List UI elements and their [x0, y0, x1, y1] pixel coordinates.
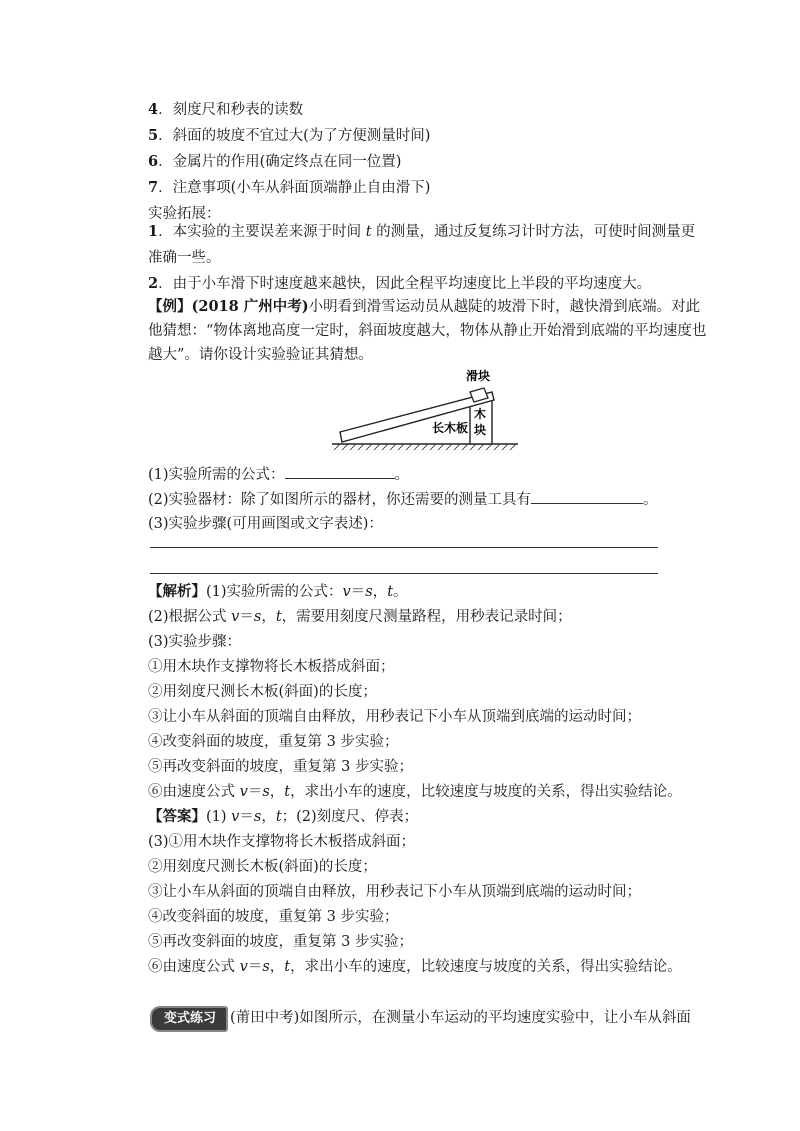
- answer-label: 【答案】: [148, 808, 206, 825]
- item-number: 6: [148, 153, 159, 170]
- item-number: 7: [148, 179, 159, 196]
- analysis-step-6: ⑥由速度公式 v＝s，t，求出小车的速度，比较速度与坡度的关系，得出实验结论。: [148, 784, 682, 800]
- list-item-5: [148, 126, 430, 146]
- answer-step-4: ④改变斜面的坡度，重复第 3 步实验；: [148, 909, 399, 925]
- extension-title: 实验拓展：: [148, 206, 221, 222]
- example-label: 【例】: [148, 298, 192, 315]
- list-item-4: [148, 100, 303, 120]
- block-label-1: 木: [474, 407, 487, 421]
- analysis-step-1: ①用木块作支撑物将长木板搭成斜面；: [148, 659, 395, 675]
- item-text: ．金属片的作用(确定终点在同一位置): [158, 154, 402, 170]
- answer-step-6: ⑥由速度公式 v＝s，t，求出小车的速度，比较速度与坡度的关系，得出实验结论。: [148, 959, 682, 975]
- item-text: ．刻度尺和秒表的读数: [158, 102, 304, 118]
- variant-practice: [150, 1006, 691, 1032]
- question-2: (2)实验器材：除了如图所示的器材，你还需要的测量工具有 。: [148, 489, 658, 510]
- example-line-1: 【例】(2018 广州中考)小明看到滑雪运动员从越陡的坡滑下时，越快滑到底端。对此: [148, 298, 701, 315]
- extension-item-2: 2．由于小车滑下时速度越来越快，因此全程平均速度比上半段的平均速度大。: [148, 275, 652, 292]
- answer-step-2: ②用刻度尺测长木板(斜面)的长度；: [148, 859, 377, 875]
- analysis-label: 【解析】: [148, 583, 206, 600]
- item-number: 4: [148, 101, 159, 118]
- item-number: 5: [148, 127, 159, 144]
- item-text: ．注意事项(小车从斜面顶端静止自由滑下): [158, 180, 431, 196]
- question-1: (1)实验所需的公式： 。: [148, 464, 409, 485]
- answer-line-1[interactable]: [150, 547, 658, 548]
- analysis-line-1: 【解析】(1)实验所需的公式：v＝s，t。: [148, 583, 408, 600]
- analysis-step-3: ③让小车从斜面的顶端自由释放，用秒表记下小车从顶端到底端的运动时间；: [148, 709, 641, 725]
- variant-text: (莆田中考)如图所示，在测量小车运动的平均速度实验中，让小车从斜面: [230, 1010, 691, 1026]
- analysis-line-3: (3)实验步骤：: [148, 634, 242, 650]
- analysis-line-2: (2)根据公式 v＝s，t，需要用刻度尺测量路程，用秒表记录时间；: [148, 609, 572, 625]
- answer-line-1: 【答案】(1) v＝s，t；(2)刻度尺、停表；: [148, 808, 419, 825]
- answer-line-2[interactable]: [150, 573, 658, 574]
- answer-line-2: (3)①用木块作支撑物将长木板搭成斜面；: [148, 834, 416, 850]
- analysis-step-2: ②用刻度尺测长木板(斜面)的长度；: [148, 684, 377, 700]
- slider-label: 滑块: [466, 369, 491, 383]
- question-3: (3)实验步骤(可用画图或文字表述)：: [148, 516, 383, 532]
- variant-badge: 变式练习: [150, 1006, 228, 1032]
- block-label-2: 块: [474, 423, 487, 437]
- example-line-3: 越大”。请你设计实验验证其猜想。: [148, 347, 373, 363]
- list-item-6: [148, 152, 401, 172]
- analysis-step-4: ④改变斜面的坡度，重复第 3 步实验；: [148, 734, 399, 750]
- analysis-step-5: ⑤再改变斜面的坡度，重复第 3 步实验；: [148, 759, 413, 775]
- answer-step-3: ③让小车从斜面的顶端自由释放，用秒表记下小车从顶端到底端的运动时间；: [148, 884, 641, 900]
- incline-diagram: [328, 362, 528, 452]
- answer-blank-2[interactable]: [531, 489, 643, 504]
- ground-hatching: [334, 444, 516, 450]
- item-text: ．斜面的坡度不宜过大(为了方便测量时间): [158, 128, 431, 144]
- list-item-7: [148, 178, 430, 198]
- answer-blank-1[interactable]: [285, 464, 395, 479]
- example-source: (2018 广州中考): [191, 298, 309, 315]
- extension-item-1: 1．本实验的主要误差来源于时间 t 的测量，通过反复练习计时方法，可使时间测量更: [148, 223, 696, 240]
- board-label: 长木板: [432, 421, 469, 435]
- example-line-2: 他猜想：“物体离地高度一定时，斜面坡度越大，物体从静止开始滑到底端的平均速度也: [148, 323, 707, 339]
- answer-step-5: ⑤再改变斜面的坡度，重复第 3 步实验；: [148, 934, 413, 950]
- extension-item-1-cont: 准确一些。: [148, 250, 221, 266]
